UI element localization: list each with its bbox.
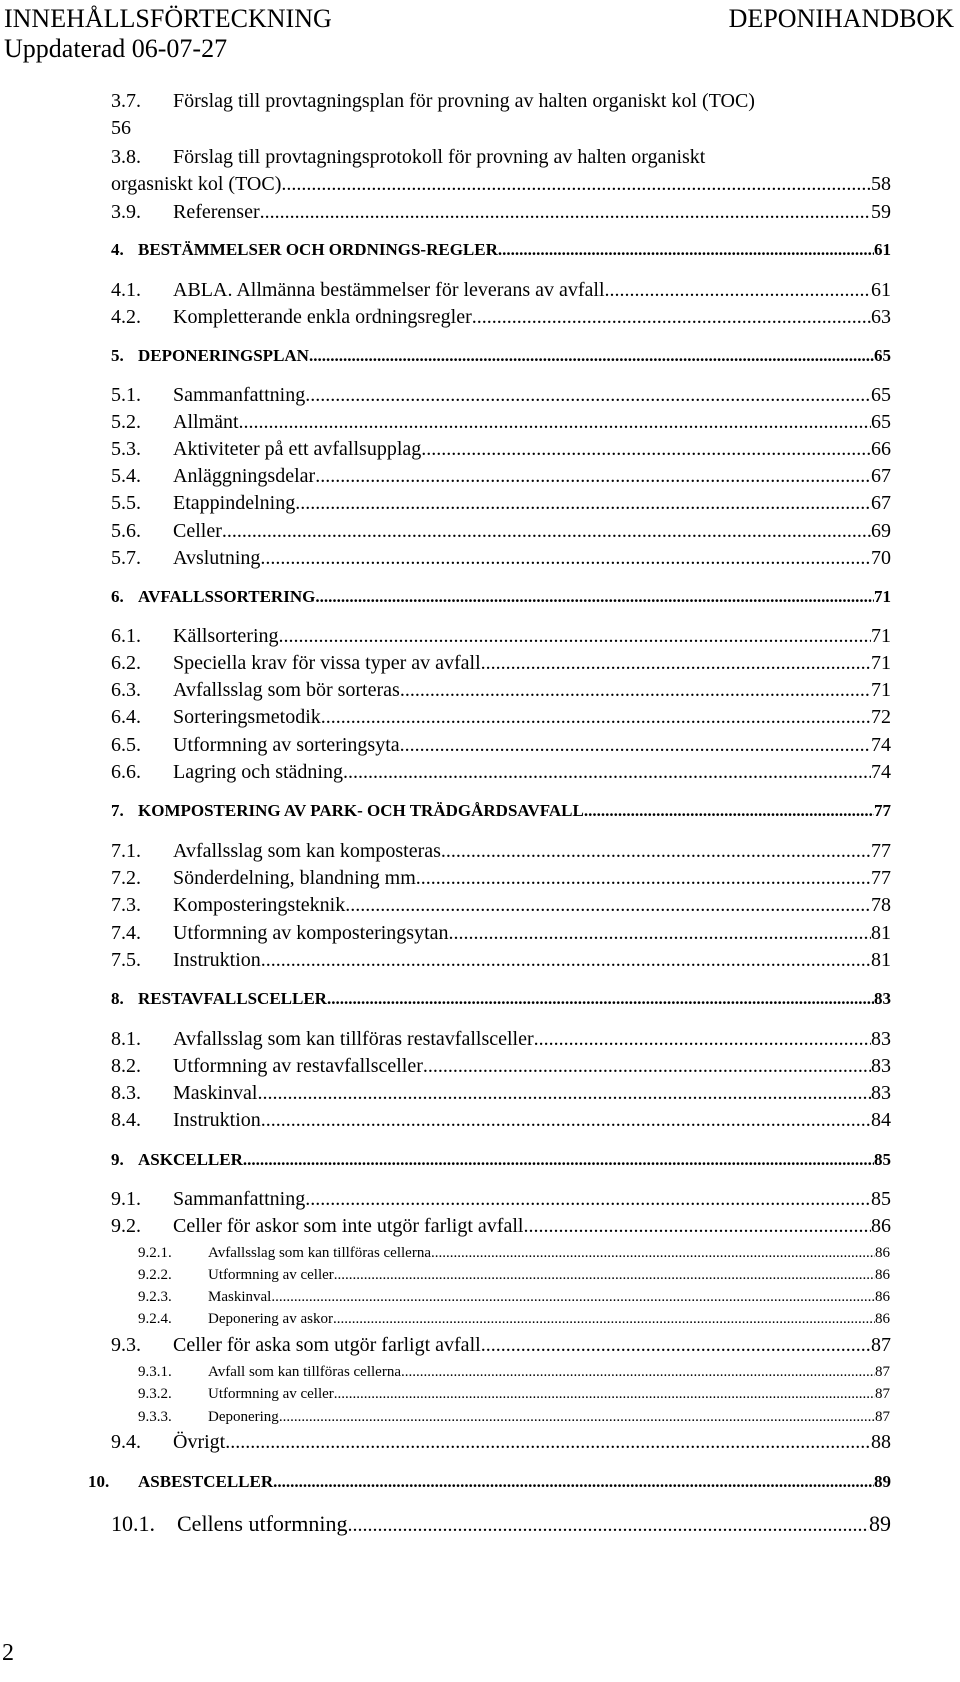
toc-number: 8.1. (111, 1028, 141, 1050)
toc-entry-9-4[interactable] (111, 1431, 891, 1454)
toc-title: Celler för askor som inte utgör farligt avfall (173, 1215, 524, 1237)
toc-leader (347, 1514, 869, 1537)
toc-title: Anläggningsdelar (173, 465, 316, 487)
toc-leader (225, 1431, 871, 1454)
toc-leader (605, 279, 871, 302)
toc-entry-5-7[interactable] (111, 547, 891, 570)
header-updated-date: Uppdaterad 06-07-27 (4, 34, 228, 63)
toc-leader (481, 652, 871, 675)
toc-number: 7.5. (111, 949, 141, 971)
toc-leader (523, 1215, 871, 1238)
toc-leader (315, 587, 874, 607)
toc-title: Utformning av celler (208, 1386, 334, 1402)
toc-title: Avfallsslag som kan komposteras (173, 840, 441, 862)
toc-page: 71 (871, 625, 891, 647)
toc-leader (281, 173, 871, 196)
toc-entry-9-2-1[interactable] (138, 1245, 890, 1262)
toc-entry-9-2-4[interactable] (138, 1311, 890, 1328)
toc-entry-9-3-3[interactable] (138, 1409, 890, 1426)
toc-number: 7.2. (111, 867, 141, 889)
toc-page: 71 (874, 587, 891, 606)
toc-number: 9.3.1. (138, 1364, 172, 1380)
toc-title: BESTÄMMELSER OCH ORDNINGS-REGLER (138, 240, 498, 259)
toc-leader (431, 1245, 875, 1262)
toc-number: 7. (111, 801, 124, 820)
toc-title: Sorteringsmetodik (173, 706, 321, 728)
toc-number: 4.2. (111, 306, 141, 328)
toc-page: 67 (871, 492, 891, 514)
header-title-right: DEPONIHANDBOK (728, 4, 954, 33)
toc-entry-5-4[interactable] (111, 465, 891, 488)
toc-page: 87 (871, 1334, 891, 1356)
toc-title: ABLA. Allmänna bestämmelser för leverans av avfall (173, 279, 605, 301)
toc-page: 67 (871, 465, 891, 487)
toc-page: 83 (874, 989, 891, 1008)
toc-title: Avfallsslag som kan tillföras restavfallsceller (173, 1028, 534, 1050)
toc-page: 65 (874, 346, 891, 365)
toc-title: Lagring och städning (173, 761, 343, 783)
toc-entry-6-4[interactable] (111, 706, 891, 729)
toc-title: Etappindelning (173, 492, 296, 514)
toc-entry-5-3[interactable] (111, 438, 891, 461)
toc-page-3-7: 56 (111, 117, 131, 139)
toc-leader (260, 201, 871, 224)
toc-title: Komposteringsteknik (173, 894, 346, 916)
toc-entry-8-3[interactable] (111, 1082, 891, 1105)
toc-entry-9-3-1[interactable] (138, 1364, 890, 1381)
toc-title: AVFALLSSORTERING (138, 587, 316, 606)
toc-entry-3-7[interactable] (111, 90, 891, 113)
toc-page: 72 (871, 706, 891, 728)
toc-title: Utformning av celler (208, 1267, 334, 1283)
toc-number: 10. (88, 1472, 110, 1491)
toc-number: 9.2.2. (138, 1267, 172, 1283)
toc-leader (243, 1150, 874, 1170)
toc-number: 4. (111, 240, 124, 259)
toc-title: Sönderdelning, blandning mm (173, 867, 416, 889)
toc-number: 6.2. (111, 652, 141, 674)
toc-number: 5.5. (111, 492, 141, 514)
toc-entry-5-5[interactable] (111, 492, 891, 515)
toc-leader (400, 679, 871, 702)
toc-number: 3.7. (111, 90, 141, 112)
toc-entry-10-1[interactable] (111, 1511, 891, 1537)
toc-number: 10.1. (111, 1511, 155, 1536)
page-number: 2 (2, 1640, 14, 1666)
toc-number: 5.1. (111, 384, 141, 406)
toc-leader (222, 520, 871, 543)
toc-title: Källsortering (173, 625, 279, 647)
toc-page: 78 (871, 894, 891, 916)
toc-title: Maskinval (208, 1289, 272, 1305)
toc-page: 83 (871, 1028, 891, 1050)
toc-title: Förslag till provtagningsplan för provning av halten organiskt kol (TOC) (173, 90, 755, 112)
toc-title: ASKCELLER (138, 1150, 243, 1169)
toc-entry-6-6[interactable] (111, 761, 891, 784)
toc-entry-3-8-cont[interactable] (111, 173, 891, 196)
toc-leader (260, 547, 871, 570)
toc-page: 86 (875, 1267, 890, 1283)
toc-entry-6-2[interactable] (111, 652, 891, 675)
toc-leader (295, 492, 871, 515)
toc-leader (279, 625, 871, 648)
toc-number: 3.8. (111, 146, 141, 168)
toc-page: 87 (875, 1386, 890, 1402)
toc-entry-10[interactable] (88, 1472, 891, 1492)
toc-page: 87 (875, 1409, 890, 1425)
toc-leader (315, 465, 871, 488)
toc-title: Deponering av askor (208, 1311, 333, 1327)
toc-title: Instruktion (173, 949, 261, 971)
toc-number: 7.3. (111, 894, 141, 916)
toc-number: 6. (111, 587, 124, 606)
toc-entry-4[interactable] (111, 240, 891, 260)
toc-leader (534, 1028, 871, 1051)
toc-number: 9.2.1. (138, 1245, 172, 1261)
toc-page: 77 (871, 840, 891, 862)
toc-leader (279, 1409, 875, 1426)
toc-number: 5. (111, 346, 124, 365)
toc-title: Kompletterande enkla ordningsregler (173, 306, 472, 328)
toc-number: 6.4. (111, 706, 141, 728)
toc-page: 87 (875, 1364, 890, 1380)
toc-title-continued: orgasniskt kol (TOC) (111, 173, 282, 195)
toc-leader (400, 734, 871, 757)
toc-page: 61 (874, 240, 891, 259)
toc-title: Förslag till provtagningsprotokoll för provning av halten organiskt (173, 146, 706, 168)
toc-entry-7-3[interactable] (111, 894, 891, 917)
toc-title: Avfallsslag som bör sorteras (173, 679, 400, 701)
toc-title: Sammanfattning (173, 1188, 306, 1210)
toc-entry-9[interactable] (111, 1150, 891, 1170)
header-title-left: INNEHÅLLSFÖRTECKNING (4, 4, 332, 33)
toc-page: 84 (871, 1109, 891, 1131)
toc-page: 83 (871, 1082, 891, 1104)
toc-number: 5.2. (111, 411, 141, 433)
toc-page: 86 (875, 1289, 890, 1305)
toc-leader (305, 1188, 871, 1211)
toc-title: Avfall som kan tillföras cellerna (208, 1364, 401, 1380)
toc-title: Avfallsslag som kan tillföras cellerna (208, 1245, 431, 1261)
toc-page: 71 (871, 652, 891, 674)
toc-number: 9.3.3. (138, 1409, 172, 1425)
toc-leader (261, 1109, 871, 1132)
toc-entry-5-6[interactable] (111, 520, 891, 543)
toc-leader (449, 922, 871, 945)
toc-leader (401, 1364, 875, 1381)
toc-leader (472, 306, 871, 329)
toc-leader (481, 1334, 871, 1357)
toc-page: 85 (874, 1150, 891, 1169)
toc-number: 5.3. (111, 438, 141, 460)
toc-page: 74 (871, 734, 891, 756)
toc-number: 9.2.4. (138, 1311, 172, 1327)
toc-title: Sammanfattning (173, 384, 306, 406)
toc-entry-6[interactable] (111, 587, 891, 607)
toc-entry-6-1[interactable] (111, 625, 891, 648)
toc-title: Utformning av sorteringsyta (173, 734, 400, 756)
toc-page: 89 (869, 1511, 891, 1536)
toc-page: 83 (871, 1055, 891, 1077)
toc-page: 61 (871, 279, 891, 301)
toc-entry-8-1[interactable] (111, 1028, 891, 1051)
toc-title: Celler för aska som utgör farligt avfall (173, 1334, 481, 1356)
toc-number: 7.4. (111, 922, 141, 944)
toc-title: Maskinval (173, 1082, 258, 1104)
toc-number: 5.7. (111, 547, 141, 569)
toc-page: 66 (871, 438, 891, 460)
toc-leader (261, 949, 871, 972)
toc-page: 77 (871, 867, 891, 889)
toc-title: Aktiviteter på ett avfallsupplag (173, 438, 422, 460)
toc-page: 69 (871, 520, 891, 542)
toc-leader (441, 840, 871, 863)
toc-number: 6.1. (111, 625, 141, 647)
toc-number: 3.9. (111, 201, 141, 223)
toc-entry-4-2[interactable] (111, 306, 891, 329)
toc-number: 9.2.3. (138, 1289, 172, 1305)
toc-leader (257, 1082, 871, 1105)
toc-leader (334, 1267, 875, 1284)
toc-entry-5-2[interactable] (111, 411, 891, 434)
toc-entry-8-4[interactable] (111, 1109, 891, 1132)
toc-page: 65 (871, 384, 891, 406)
toc-leader (421, 438, 871, 461)
toc-number: 8.3. (111, 1082, 141, 1104)
toc-leader (327, 989, 874, 1009)
toc-entry-9-1[interactable] (111, 1188, 891, 1211)
toc-entry-7-1[interactable] (111, 840, 891, 863)
toc-entry-9-2-3[interactable] (138, 1289, 890, 1306)
toc-page: 89 (874, 1472, 891, 1491)
toc-title: Utformning av restavfallsceller (173, 1055, 423, 1077)
toc-entry-9-3-2[interactable] (138, 1386, 890, 1403)
toc-number: 6.6. (111, 761, 141, 783)
toc-page: 63 (871, 306, 891, 328)
toc-title: KOMPOSTERING AV PARK- OCH TRÄDGÅRDSAVFALL (138, 801, 584, 820)
toc-page: 71 (871, 679, 891, 701)
toc-title: Deponering (208, 1409, 279, 1425)
toc-entry-4-1[interactable] (111, 279, 891, 302)
toc-leader (239, 411, 871, 434)
toc-entry-8[interactable] (111, 989, 891, 1009)
toc-number: 6.3. (111, 679, 141, 701)
toc-leader (584, 801, 874, 821)
toc-number: 8. (111, 989, 124, 1008)
toc-entry-3-8[interactable] (111, 146, 891, 169)
toc-number: 9.1. (111, 1188, 141, 1210)
toc-leader (345, 894, 871, 917)
toc-page: 65 (871, 411, 891, 433)
toc-page: 86 (871, 1215, 891, 1237)
toc-leader (334, 1386, 875, 1403)
toc-page: 77 (874, 801, 891, 820)
toc-leader (321, 706, 871, 729)
toc-leader (423, 1055, 871, 1078)
toc-entry-8-2[interactable] (111, 1055, 891, 1078)
toc-entry-9-2[interactable] (111, 1215, 891, 1238)
toc-title: Övrigt (173, 1431, 226, 1453)
toc-entry-7-5[interactable] (111, 949, 891, 972)
toc-entry-5[interactable] (111, 346, 891, 366)
toc-number: 9.3. (111, 1334, 141, 1356)
toc-entry-6-3[interactable] (111, 679, 891, 702)
toc-number: 8.2. (111, 1055, 141, 1077)
toc-page: 88 (871, 1431, 891, 1453)
toc-page: 86 (875, 1311, 890, 1327)
toc-leader (273, 1472, 874, 1492)
toc-leader (305, 384, 871, 407)
toc-number: 7.1. (111, 840, 141, 862)
toc-title: Cellens utformning (177, 1511, 348, 1536)
toc-entry-3-9[interactable] (111, 201, 891, 224)
toc-leader (333, 1311, 875, 1328)
toc-page: 81 (871, 949, 891, 971)
toc-entry-6-5[interactable] (111, 734, 891, 757)
toc-title: Avslutning (173, 547, 261, 569)
toc-page: 86 (875, 1245, 890, 1261)
toc-title: Instruktion (173, 1109, 261, 1131)
toc-page: 58 (871, 173, 891, 195)
toc-title: Speciella krav för vissa typer av avfall (173, 652, 481, 674)
toc-entry-7[interactable] (111, 801, 891, 821)
toc-number: 5.4. (111, 465, 141, 487)
toc-title: Utformning av komposteringsytan (173, 922, 449, 944)
toc-page: 59 (871, 201, 891, 223)
toc-leader (309, 346, 874, 366)
toc-page: 70 (871, 547, 891, 569)
toc-number: 4.1. (111, 279, 141, 301)
toc-entry-9-3[interactable] (111, 1334, 891, 1357)
toc-title: Allmänt (173, 411, 239, 433)
toc-page: 85 (871, 1188, 891, 1210)
toc-number: 9. (111, 1150, 124, 1169)
toc-entry-5-1[interactable] (111, 384, 891, 407)
toc-leader (343, 761, 871, 784)
toc-page: 81 (871, 922, 891, 944)
toc-leader (416, 867, 871, 890)
toc-number: 9.3.2. (138, 1386, 172, 1402)
toc-number: 9.2. (111, 1215, 141, 1237)
toc-number: 5.6. (111, 520, 141, 542)
toc-page: 74 (871, 761, 891, 783)
toc-title: DEPONERINGSPLAN (138, 346, 309, 365)
toc-leader (271, 1289, 875, 1306)
toc-entry-7-2[interactable] (111, 867, 891, 890)
toc-title: ASBESTCELLER (138, 1472, 274, 1491)
toc-entry-7-4[interactable] (111, 922, 891, 945)
toc-entry-9-2-2[interactable] (138, 1267, 890, 1284)
toc-leader (498, 240, 874, 260)
toc-number: 6.5. (111, 734, 141, 756)
toc-number: 9.4. (111, 1431, 141, 1453)
toc-number: 8.4. (111, 1109, 141, 1131)
toc-title: RESTAVFALLSCELLER (138, 989, 327, 1008)
toc-title: Referenser (173, 201, 260, 223)
toc-title: Celler (173, 520, 222, 542)
